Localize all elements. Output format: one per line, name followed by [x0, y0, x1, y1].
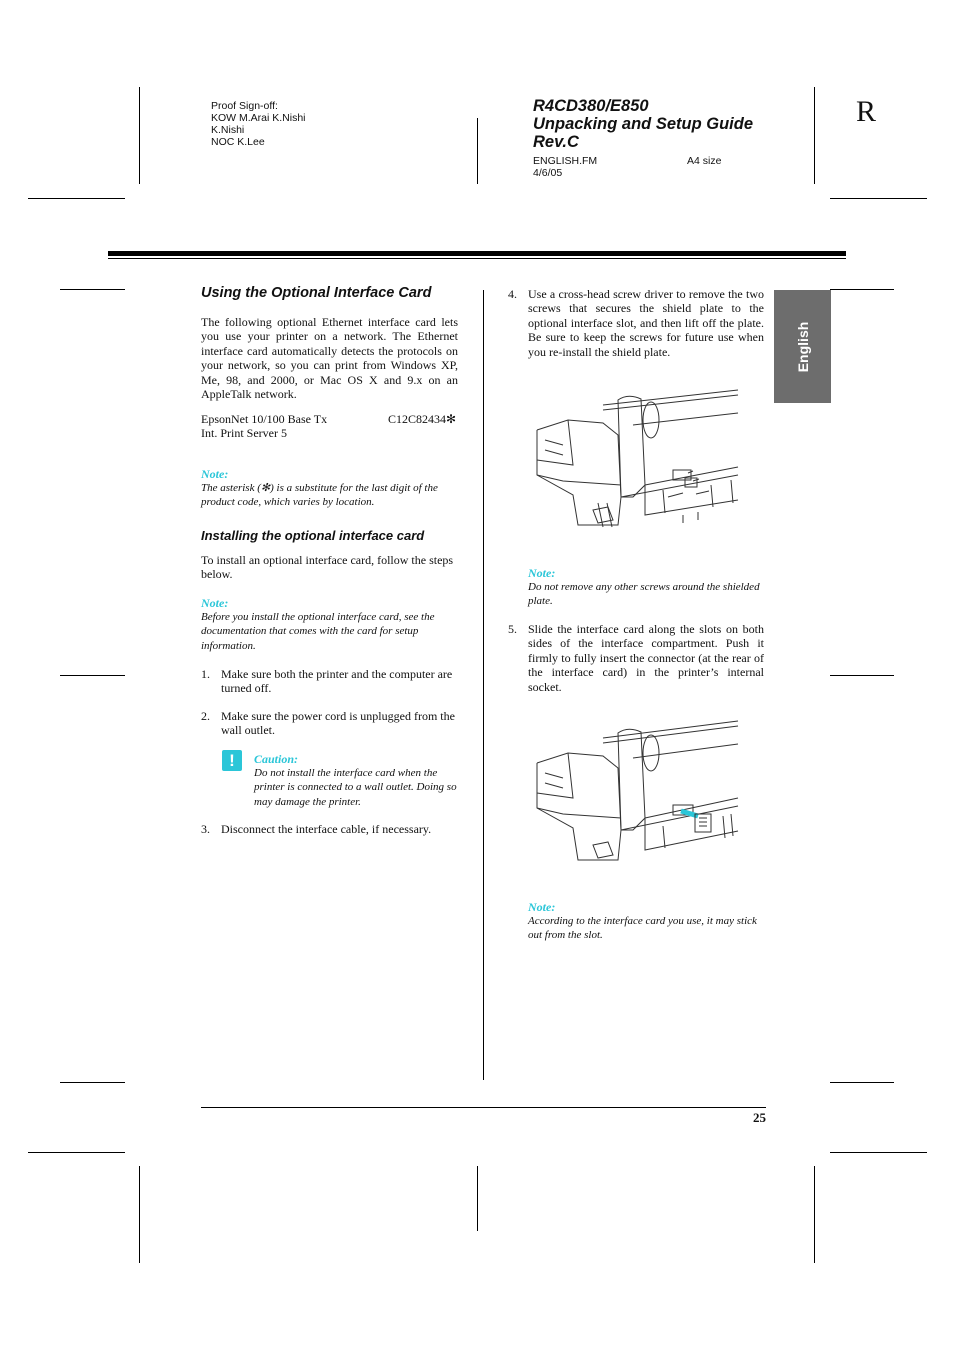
step-text: Make sure the power cord is unplugged from the wall outlet.: [221, 709, 455, 738]
printer-illustration-insert-card: [533, 718, 739, 870]
step-number: 1.: [201, 667, 210, 681]
note-text: The asterisk (✻) is a substitute for the last digit of the product code, which varies by location.: [201, 482, 438, 509]
title-line: Rev.C: [533, 133, 579, 151]
proof-line: KOW M.Arai K.Nishi: [211, 112, 306, 124]
crop-mark: [28, 198, 125, 199]
step-item: [201, 709, 459, 739]
product-code: C12C82434✻: [388, 412, 457, 426]
caution-icon: [222, 750, 242, 771]
step-text: Slide the interface card along the slots on both sides of the interface compartment. Push it firmly to fully insert the connector (at the rear of the interface card) in the printer’s internal socket.: [528, 622, 764, 694]
note-text: Before you install the optional interface card, see the documentation that comes with the card for setup information.: [201, 611, 435, 652]
column-divider: [483, 290, 484, 1080]
note-text: According to the interface card you use, it may stick out from the slot.: [528, 915, 757, 942]
footer-rule: [201, 1107, 766, 1108]
crop-mark: [28, 1152, 125, 1153]
proof-line: K.Nishi: [211, 124, 245, 136]
crop-mark: [830, 198, 927, 199]
step-number: 2.: [201, 709, 210, 723]
paper-size: A4 size: [687, 155, 722, 167]
crop-mark: [830, 675, 894, 676]
step-text: Use a cross-head screw driver to remove the two screws that secures the shield plate to the optional interface slot, and then lift off the plate. Be sure to keep the screws for future use when you re-install the shield plate.: [528, 287, 764, 359]
note-label: Note:: [528, 900, 556, 914]
step-number: 5.: [508, 622, 517, 636]
crop-mark: [830, 1152, 927, 1153]
caution-label: Caution:: [254, 752, 299, 766]
step-item: [201, 822, 459, 838]
note-label: Note:: [201, 596, 229, 610]
language-tab-label: English: [794, 321, 811, 372]
step-item: [508, 287, 766, 361]
step-item: [201, 667, 459, 697]
language-tab: [774, 290, 831, 403]
crop-mark: [139, 87, 140, 184]
top-rule-thin: [108, 258, 846, 259]
step-item: [508, 622, 766, 696]
crop-mark: [60, 1082, 125, 1083]
doc-date: 4/6/05: [533, 167, 563, 179]
crop-mark: [830, 1082, 894, 1083]
title-line: R4CD380/E850: [533, 97, 649, 115]
step-text: Make sure both the printer and the computer are turned off.: [221, 667, 453, 696]
caution-glyph: !: [229, 751, 235, 770]
section-title: Using the Optional Interface Card: [201, 285, 432, 301]
product-name-line: Int. Print Server 5: [201, 426, 287, 441]
crop-mark: [477, 1166, 478, 1231]
note-text: Do not remove any other screws around the shielded plate.: [528, 581, 760, 608]
crop-mark: [60, 289, 125, 290]
crop-mark: [830, 289, 894, 290]
step-number: 3.: [201, 822, 210, 836]
note-label: Note:: [528, 566, 556, 580]
file-name: ENGLISH.FM: [533, 155, 598, 167]
printer-illustration-remove-plate: [533, 385, 739, 535]
note-label: Note:: [201, 467, 229, 481]
step-text: Disconnect the interface cable, if necessary.: [221, 822, 432, 836]
product-name-line: EpsonNet 10/100 Base Tx: [201, 412, 328, 426]
page-number: 25: [753, 1110, 766, 1125]
crop-mark: [477, 118, 478, 184]
proof-signoff: [211, 100, 306, 148]
proof-line: Proof Sign-off:: [211, 100, 278, 112]
intro-paragraph: The following optional Ethernet interface card lets you use your printer on a network. The Ethernet interface card automatically detects the protocols on your network, so you can print from Windows XP, Me, 98, and 2000, or Mac OS X and 9.x on an AppleTalk network.: [201, 315, 458, 402]
document-title: [533, 97, 753, 151]
step-number: 4.: [508, 287, 517, 301]
crop-mark: [60, 675, 125, 676]
install-intro: To install an optional interface card, follow the steps below.: [201, 553, 454, 582]
crop-mark: [139, 1166, 140, 1263]
corner-letter: R: [856, 95, 877, 128]
crop-mark: [814, 87, 815, 184]
crop-mark: [814, 1166, 815, 1263]
title-line: Unpacking and Setup Guide: [533, 115, 754, 133]
subsection-title: Installing the optional interface card: [201, 528, 425, 543]
proof-line: NOC K.Lee: [211, 136, 265, 148]
caution-text: Do not install the interface card when the printer is connected to a wall outlet. Doing so may damage the printer.: [254, 767, 457, 808]
product-name: [201, 412, 327, 441]
top-rule: [108, 251, 846, 256]
